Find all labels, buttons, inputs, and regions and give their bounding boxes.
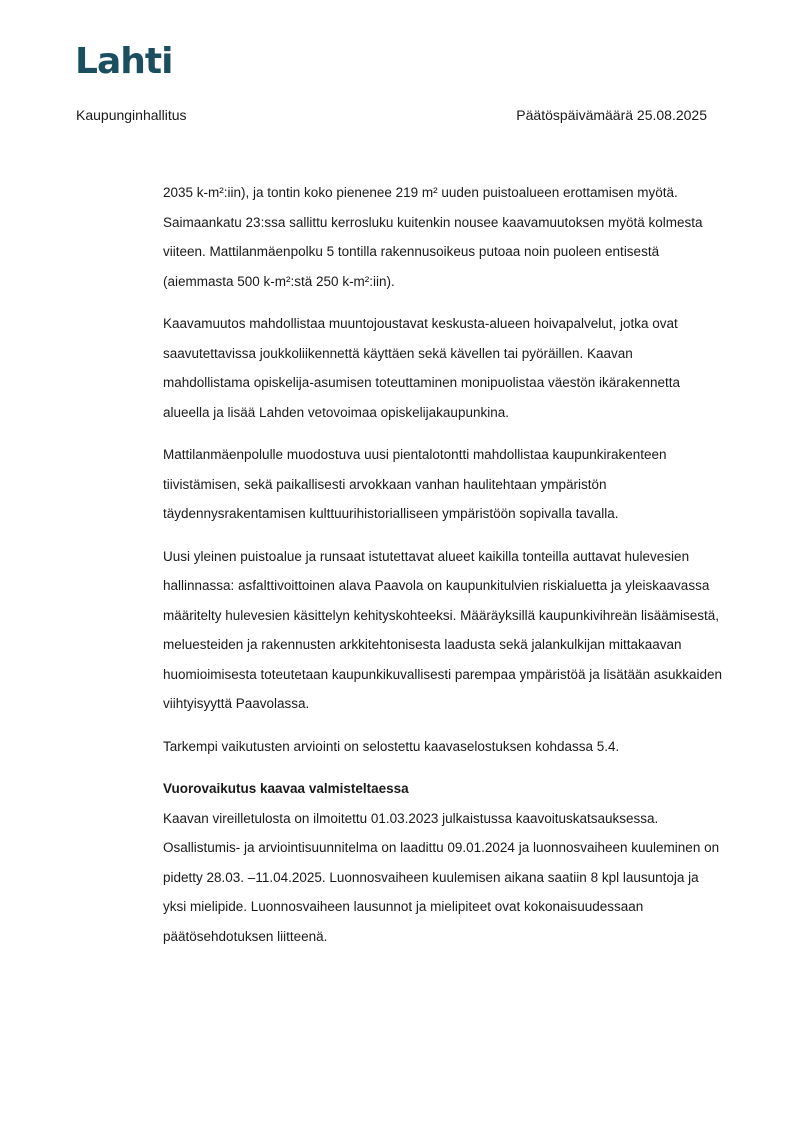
header-organization: Kaupunginhallitus bbox=[76, 107, 187, 123]
body-paragraph: Kaavamuutos mahdollistaa muuntojoustavat keskusta-alueen hoivapalvelut, jotka ovat saavutettavissa joukkoliikennettä käyttäen sekä kävellen tai pyöräillen. Kaavan mahdollistama opiskelija-asumisen toteuttaminen monipuolistaa väestön ikärakennetta alueella ja lisää Lahden vetovoimaa opiskelijakaupunkina. bbox=[163, 316, 681, 420]
section-heading: Vuorovaikutus kaavaa valmisteltaessa bbox=[163, 781, 409, 796]
lahti-logo: Lahti bbox=[75, 41, 173, 82]
body-paragraph: Uusi yleinen puistoalue ja runsaat istutettavat alueet kaikilla tonteilla auttavat hulevesien hallinnassa: asfalttivoittoinen alava Paavola on kaupunkitulvien riskialuetta ja yleiskaavassa määritelty hulevesien käsittelyn kehityskohteeksi. Määräyksillä kaupunkivihreän lisäämisestä, meluesteiden ja rakennusten arkkitehtonisesta laadusta sekä jalankulkijan mittakaavan huomioimisesta toteutetaan kaupunkikuvallisesti parempaa ympäristöä ja lisätään asukkaiden viihtyisyyttä Paavolassa. bbox=[163, 548, 723, 711]
header-decision-date: Päätöspäivämäärä 25.08.2025 bbox=[516, 107, 707, 123]
body-paragraph: 2035 k-m²:iin), ja tontin koko pienenee 219 m² uuden puistoalueen erottamisen myötä. Saimaankatu 23:ssa sallittu kerrosluku kuitenkin nousee kaavamuutoksen myötä kolmesta viiteen. Mattilanmäenpolku 5 tontilla rakennusoikeus putoaa noin puoleen entisestä (aiemmasta 500 k-m²:stä 250 k-m²:iin). bbox=[163, 185, 703, 289]
section-paragraph: Kaavan vireilletulosta on ilmoitettu 01.03.2023 julkaistussa kaavoituskatsauksessa. Osallistumis- ja arviointisuunnitelma on laadittu 09.01.2024 ja luonnosvaiheen kuuleminen on pidetty 28.03. –11.04.2025. Luonnosvaiheen kuulemisen aikana saatiin 8 kpl lausuntoja ja yksi mielipide. Luonnosvaiheen lausunnot ja mielipiteet ovat kokonaisuudessaan päätösehdotuksen liitteenä. bbox=[163, 810, 720, 944]
body-paragraph: Tarkempi vaikutusten arviointi on selostettu kaavaselostuksen kohdassa 5.4. bbox=[163, 738, 620, 754]
document-body bbox=[163, 178, 723, 964]
body-paragraph: Mattilanmäenpolulle muodostuva uusi pientalotontti mahdollistaa kaupunkirakenteen tiivistämisen, sekä paikallisesti arvokkaan vanhan haulitehtaan ympäristön täydennysrakentamisen kulttuurihistorialliseen ympäristöön sopivalla tavalla. bbox=[163, 447, 667, 521]
